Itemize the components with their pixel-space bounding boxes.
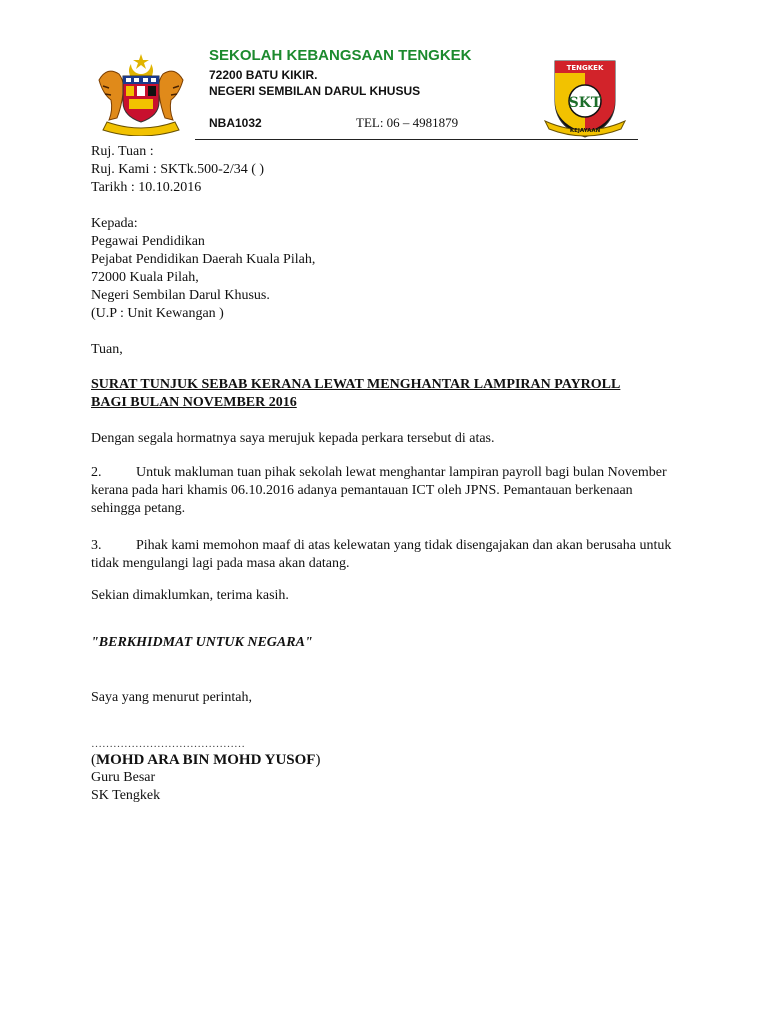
school-name: SEKOLAH KEBANGSAAN TENGKEK: [209, 47, 472, 64]
recipient-line: Pegawai Pendidikan: [91, 234, 205, 249]
paragraph-text: Pihak kami memohon maaf di atas kelewatan yang tidak disengajakan dan akan berusaha untuk tidak mengulangi lagi pada masa akan datang.: [91, 538, 672, 571]
paragraph-number: 3.: [91, 538, 102, 553]
recipient-line: Kepada:: [91, 216, 138, 231]
recipient-line: (U.P : Unit Kewangan ): [91, 306, 224, 321]
coat-of-arms-icon: [93, 50, 189, 136]
recipient-line: Pejabat Pendidikan Daerah Kuala Pilah,: [91, 252, 316, 267]
subject-line-2: BAGI BULAN NOVEMBER 2016: [91, 395, 297, 410]
logo-motto-text: KEJAYAAN: [569, 128, 601, 134]
address-line-2: NEGERI SEMBILAN DARUL KHUSUS: [209, 84, 421, 98]
name-paren-close: ): [315, 752, 321, 768]
logo-top-text: TENGKEK: [566, 64, 604, 72]
ref-date: Tarikh : 10.10.2016: [91, 180, 202, 195]
paragraph-number: 2.: [91, 465, 102, 480]
name-text: MOHD ARA BIN MOHD YUSOF: [96, 752, 316, 768]
paragraph-text: Untuk makluman tuan pihak sekolah lewat menghantar lampiran payroll bagi bulan November kerana pada hari khamis 06.10.2016 adanya pemantauan ICT oleh JPNS. Pemantauan berkenaan sehingga petang.: [91, 465, 667, 516]
signatory-title: Guru Besar: [91, 770, 156, 785]
logo-initials: SKT: [568, 95, 602, 111]
recipient-line: Negeri Sembilan Darul Khusus.: [91, 288, 270, 303]
body-paragraph-2: [91, 464, 681, 518]
subject-line-1: SURAT TUNJUK SEBAB KERANA LEWAT MENGHANTAR LAMPIRAN PAYROLL: [91, 377, 621, 392]
signature-line: ……………………………………: [91, 738, 245, 750]
salutation: Tuan,: [91, 342, 123, 357]
telephone: TEL: 06 – 4981879: [356, 115, 459, 130]
school-code: NBA1032: [209, 116, 262, 130]
motto: "BERKHIDMAT UNTUK NEGARA": [91, 635, 313, 650]
sign-off: Saya yang menurut perintah,: [91, 690, 252, 705]
recipient-line: 72000 Kuala Pilah,: [91, 270, 199, 285]
name-paren-open: (: [91, 752, 96, 768]
school-logo-icon: [543, 57, 627, 141]
header-divider: [195, 139, 638, 140]
ref-ours: Ruj. Kami : SKTk.500-2/34 ( ): [91, 162, 265, 177]
signatory-school: SK Tengkek: [91, 788, 161, 803]
closing-line: Sekian dimaklumkan, terima kasih.: [91, 588, 289, 603]
body-paragraph-3: [91, 537, 681, 573]
address-line-1: 72200 BATU KIKIR.: [209, 68, 318, 82]
ref-your: Ruj. Tuan :: [91, 144, 154, 159]
body-paragraph-1: Dengan segala hormatnya saya merujuk kepada perkara tersebut di atas.: [91, 431, 495, 446]
signatory-name: [91, 751, 320, 769]
